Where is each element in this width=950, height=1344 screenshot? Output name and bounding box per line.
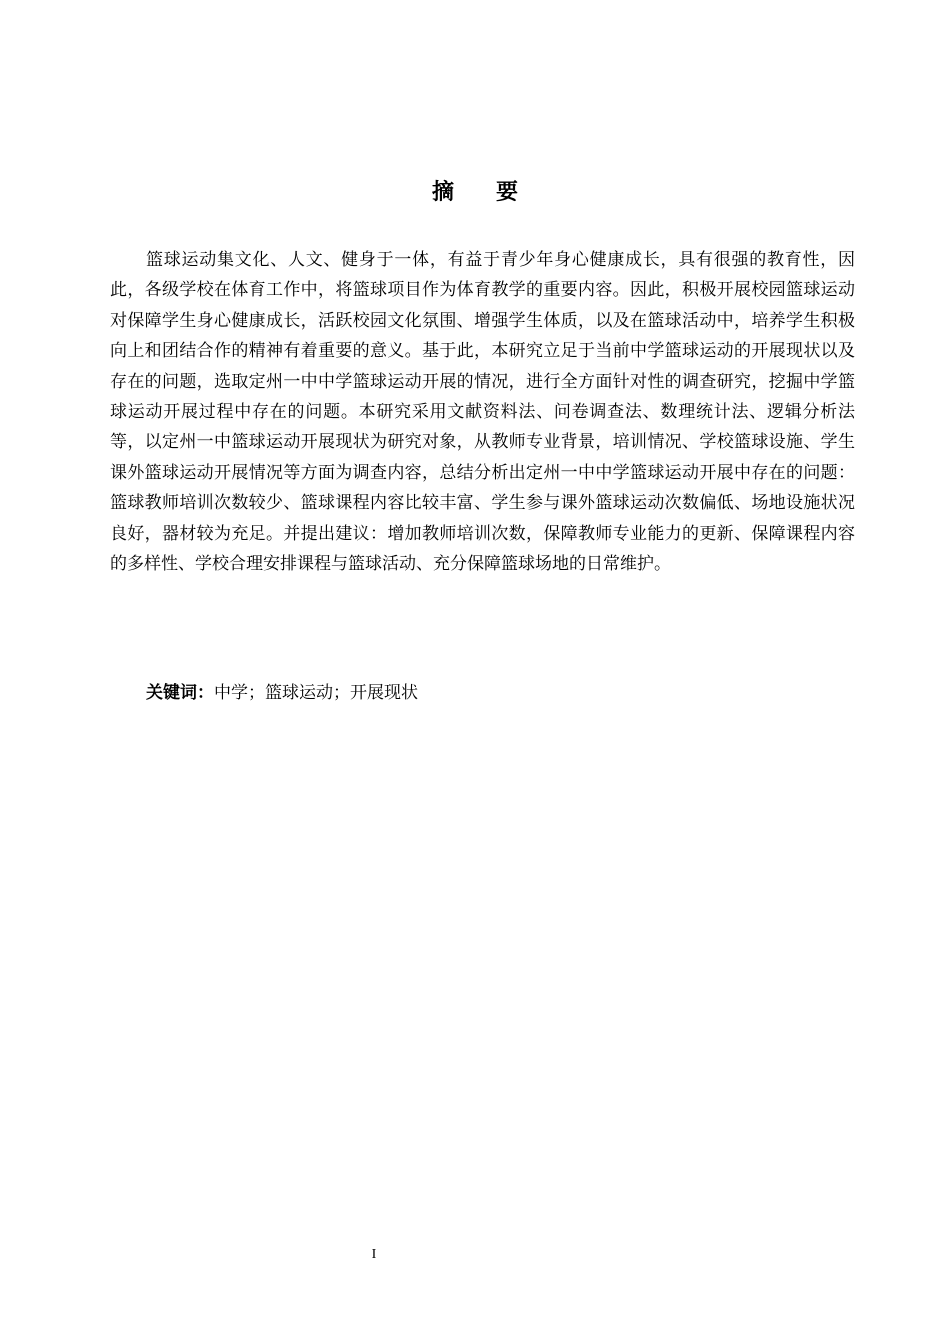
keywords-value: 中学；篮球运动；开展现状 (214, 683, 418, 703)
abstract-paragraph: 篮球运动集文化、人文、健身于一体，有益于青少年身心健康成长，具有很强的教育性，因此，各级学校在体育工作中，将篮球项目作为体育教学的重要内容。因此，积极开展校园篮球运动对保障学生身心健康成长，活跃校园文化氛围、增强学生体质，以及在篮球活动中，培养学生积极向上和团结合作的精神有着重要的意义。基于此，本研究立足于当前中学篮球运动的开展现状以及存在的问题，选取定州一中中学篮球运动开展的情况，进行全方面针对性的调查研究，挖掘中学篮球运动开展过程中存在的问题。本研究采用文献资料法、问卷调查法、数理统计法、逻辑分析法等，以定州一中篮球运动开展现状为研究对象，从教师专业背景，培训情况、学校篮球设施、学生课外篮球运动开展情况等方面为调查内容，总结分析出定州一中中学篮球运动开展中存在的问题：篮球教师培训次数较少、篮球课程内容比较丰富、学生参与课外篮球运动次数偏低、场地设施状况良好，器材较为充足。并提出建议：增加教师培训次数，保障教师专业能力的更新、保障课程内容的多样性、学校合理安排课程与篮球活动、充分保障篮球场地的日常维护。 (110, 250, 855, 575)
keywords-label: 关键词： (146, 683, 214, 703)
title-char-2: 要 (496, 180, 519, 205)
page-title (0, 178, 950, 208)
title-char-1: 摘 (431, 180, 454, 205)
keywords-line (146, 678, 418, 708)
page-number: I (371, 1247, 377, 1262)
